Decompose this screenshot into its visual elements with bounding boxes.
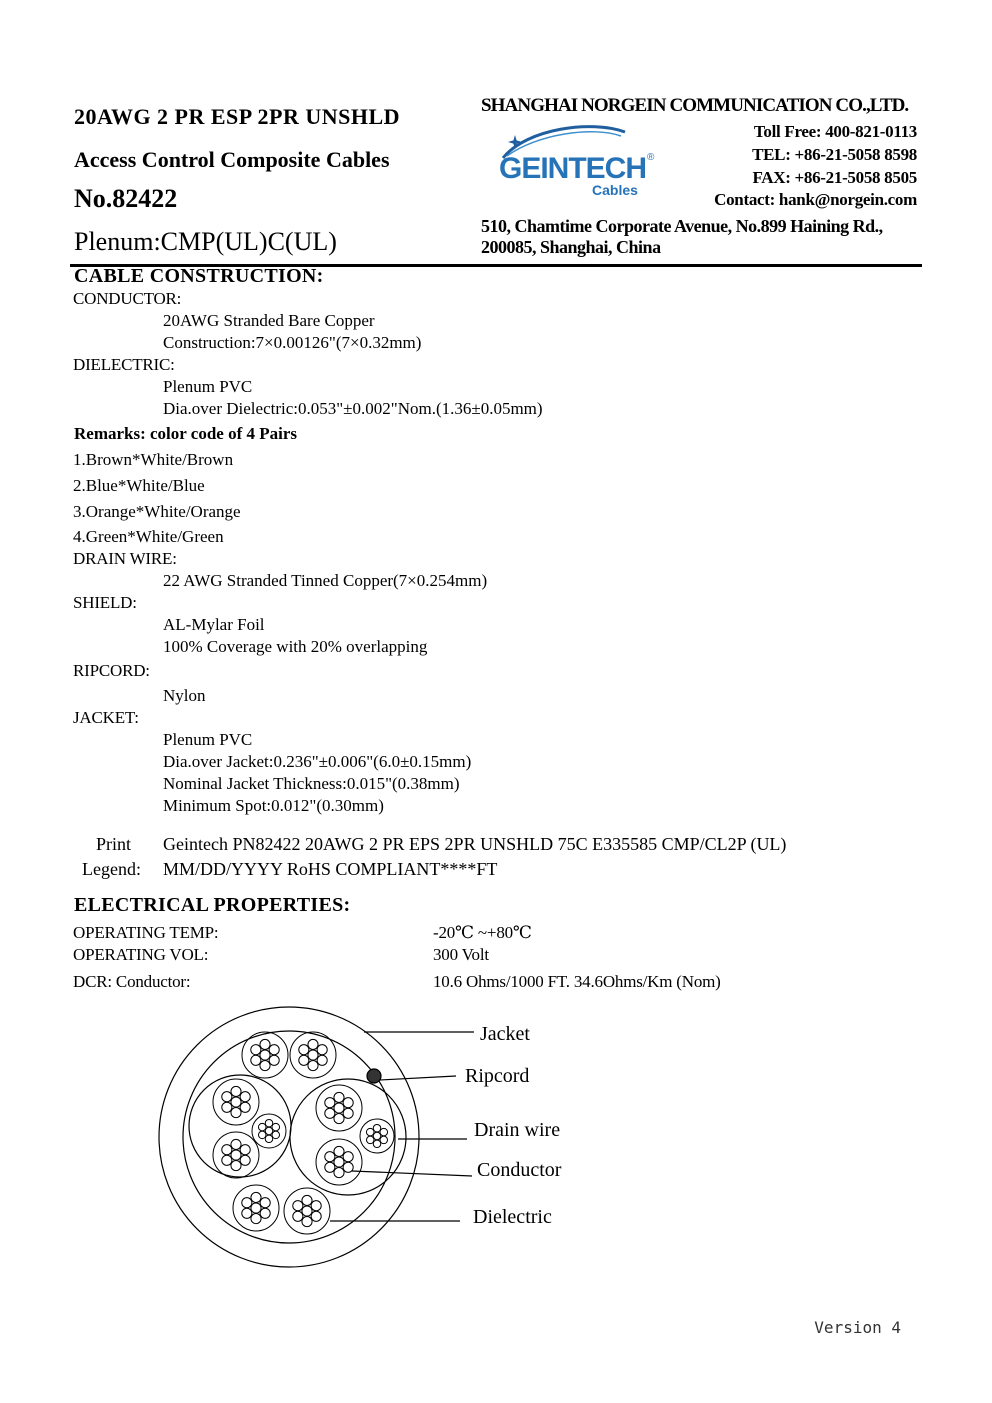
construction-heading: CABLE CONSTRUCTION:: [74, 265, 324, 287]
conductor-8-strand-1: [302, 1206, 312, 1216]
company-name: SHANGHAI NORGEIN COMMUNICATION CO.,LTD.: [481, 95, 909, 116]
conductor-1-insulation: [242, 1032, 288, 1078]
ripcord-material: Nylon: [163, 686, 206, 705]
conductor-2-strand-3: [308, 1061, 318, 1071]
plenum-rating: Plenum:CMP(UL)C(UL): [74, 227, 337, 256]
electrical-heading: ELECTRICAL PROPERTIES:: [74, 894, 351, 916]
conductor-2-strand-6: [308, 1039, 318, 1049]
conductor-8-strand-5: [293, 1201, 303, 1211]
conductor-4-strand-7: [240, 1145, 250, 1155]
drain-wire-right-strand-6: [373, 1124, 380, 1131]
cable-subtitle: Access Control Composite Cables: [74, 147, 390, 172]
conductor-7-strand-1: [251, 1203, 261, 1213]
address-line-1: 510, Chamtime Corporate Avenue, No.899 Haining Rd.,: [481, 216, 883, 236]
logo-wordmark: GEINTECH: [499, 152, 647, 185]
jacket-outer-ring: [159, 1007, 419, 1267]
callout-dielectric: Dielectric: [473, 1206, 552, 1228]
drain-wire-right-strand-3: [373, 1140, 380, 1147]
shield-material: AL-Mylar Foil: [163, 615, 265, 634]
conductor-3-insulation: [213, 1079, 259, 1125]
callout-conductor: Conductor: [477, 1159, 562, 1181]
drain-wire-label: DRAIN WIRE:: [73, 549, 177, 568]
conductor-5-strand-2: [343, 1108, 353, 1118]
print-legend-label-2: Legend:: [82, 859, 141, 879]
conductor-5-strand-1: [334, 1103, 344, 1113]
conductor-construction: Construction:7×0.00126"(7×0.32mm): [163, 333, 422, 352]
pair-color-3: 3.Orange*White/Orange: [73, 502, 241, 521]
conductor-5-strand-6: [334, 1092, 344, 1102]
toll-free: Toll Free: 400-821-0113: [753, 122, 917, 141]
conductor-2-strand-2: [317, 1055, 327, 1065]
jacket-material: Plenum PVC: [163, 730, 253, 749]
operating-temp-value: -20℃ ~+80℃: [433, 923, 532, 942]
conductor-8-strand-6: [302, 1195, 312, 1205]
operating-vol-label: OPERATING VOL:: [73, 945, 209, 964]
conductor-7-strand-5: [242, 1198, 252, 1208]
conductor-6-strand-7: [343, 1152, 353, 1162]
drain-wire-left-strand-5: [258, 1123, 265, 1130]
pair-color-1: 1.Brown*White/Brown: [73, 450, 234, 469]
conductor-2-strand-5: [299, 1045, 309, 1055]
drain-wire-left-strand-6: [265, 1119, 272, 1126]
drain-wire-right-insulation: [360, 1119, 394, 1153]
print-legend-label-1: Print: [96, 834, 132, 854]
conductor-3-strand-3: [231, 1108, 241, 1118]
conductor-7-insulation: [233, 1185, 279, 1231]
jacket-minimum-spot: Minimum Spot:0.012"(0.30mm): [163, 796, 384, 815]
conductor-1-strand-4: [251, 1055, 261, 1065]
fax: FAX: +86-21-5058 8505: [752, 168, 917, 187]
conductor-2-insulation: [290, 1032, 336, 1078]
conductor-2-strand-1: [308, 1050, 318, 1060]
conductor-7-strand-6: [251, 1192, 261, 1202]
conductor-6-strand-4: [325, 1162, 335, 1172]
conductor-8-strand-7: [311, 1201, 321, 1211]
conductor-4-strand-5: [222, 1145, 232, 1155]
contact-email: Contact: hank@norgein.com: [714, 190, 917, 209]
conductor-3-strand-6: [231, 1086, 241, 1096]
conductor-4-strand-6: [231, 1139, 241, 1149]
operating-vol-value: 300 Volt: [433, 945, 489, 964]
shield-coverage: 100% Coverage with 20% overlapping: [163, 637, 428, 656]
conductor-material: 20AWG Stranded Bare Copper: [163, 311, 375, 330]
conductor-callout-line: [352, 1171, 472, 1176]
conductor-label: CONDUCTOR:: [73, 289, 182, 308]
conductor-8-strand-2: [311, 1211, 321, 1221]
dielectric-material: Plenum PVC: [163, 377, 253, 396]
jacket-thickness: Nominal Jacket Thickness:0.015"(0.38mm): [163, 774, 460, 793]
pair-shield-left: [189, 1075, 291, 1177]
drain-wire-right-strand-4: [366, 1136, 373, 1143]
conductor-5-insulation: [316, 1085, 362, 1131]
ripcord-label: RIPCORD:: [73, 661, 150, 680]
conductor-3-strand-4: [222, 1102, 232, 1112]
cable-title: 20AWG 2 PR ESP 2PR UNSHLD: [74, 104, 401, 129]
conductor-1-strand-5: [251, 1045, 261, 1055]
remarks-heading: Remarks: color code of 4 Pairs: [74, 424, 297, 443]
conductor-3-strand-7: [240, 1092, 250, 1102]
conductor-1-strand-7: [269, 1045, 279, 1055]
jacket-diameter: Dia.over Jacket:0.236"±0.006"(6.0±0.15mm): [163, 752, 472, 771]
conductor-8-insulation: [284, 1188, 330, 1234]
callout-drain-wire: Drain wire: [474, 1119, 561, 1141]
drain-wire-right-strand-7: [380, 1128, 387, 1135]
callout-jacket: Jacket: [480, 1023, 530, 1045]
conductor-1-strand-1: [260, 1050, 270, 1060]
ripcord: [367, 1069, 381, 1083]
pair-color-4: 4.Green*White/Green: [73, 527, 224, 546]
conductor-7-strand-2: [260, 1208, 270, 1218]
logo-registered-mark: ®: [647, 152, 655, 163]
dielectric-diameter: Dia.over Dielectric:0.053"±0.002"Nom.(1.36±0.05mm): [163, 399, 543, 418]
print-legend-line-1: Geintech PN82422 20AWG 2 PR EPS 2PR UNSHLD 75C E335585 CMP/CL2P (UL): [163, 834, 787, 854]
drain-wire-spec: 22 AWG Stranded Tinned Copper(7×0.254mm): [163, 571, 488, 590]
drain-wire-right-strand-1: [373, 1132, 380, 1139]
conductor-5-strand-4: [325, 1108, 335, 1118]
telephone: TEL: +86-21-5058 8598: [752, 145, 917, 164]
drain-wire-left-strand-7: [272, 1123, 279, 1130]
conductor-3-strand-2: [240, 1102, 250, 1112]
conductor-4-insulation: [213, 1132, 259, 1178]
geintech-logo: [497, 122, 657, 200]
conductor-5-strand-3: [334, 1114, 344, 1124]
jacket-inner-ring: [183, 1031, 395, 1243]
logo-subtitle: Cables: [592, 182, 638, 198]
pair-color-2: 2.Blue*White/Blue: [73, 476, 205, 495]
version-label: Version 4: [814, 1318, 901, 1337]
dcr-value: 10.6 Ohms/1000 FT. 34.6Ohms/Km (Nom): [433, 972, 721, 991]
conductor-6-strand-2: [343, 1162, 353, 1172]
conductor-8-strand-4: [293, 1211, 303, 1221]
conductor-7-strand-3: [251, 1214, 261, 1224]
conductor-3-strand-5: [222, 1092, 232, 1102]
conductor-7-strand-7: [260, 1198, 270, 1208]
conductor-5-strand-5: [325, 1098, 335, 1108]
pair-shield-right: [290, 1079, 406, 1195]
drain-wire-left-insulation: [252, 1114, 286, 1148]
conductor-6-strand-5: [325, 1152, 335, 1162]
conductor-2-strand-4: [299, 1055, 309, 1065]
conductor-3-strand-1: [231, 1097, 241, 1107]
conductor-1-strand-2: [269, 1055, 279, 1065]
dielectric-label: DIELECTRIC:: [73, 355, 175, 374]
jacket-label: JACKET:: [73, 708, 139, 727]
address-line-2: 200085, Shanghai, China: [481, 237, 661, 257]
conductor-6-strand-3: [334, 1168, 344, 1178]
conductor-4-strand-3: [231, 1161, 241, 1171]
conductor-1-strand-3: [260, 1061, 270, 1071]
drain-wire-left-strand-2: [272, 1131, 279, 1138]
drain-wire-left-strand-1: [265, 1127, 272, 1134]
ripcord-callout-line: [380, 1076, 456, 1080]
drain-wire-right-strand-5: [366, 1128, 373, 1135]
drain-wire-right-strand-2: [380, 1136, 387, 1143]
conductor-7-strand-4: [242, 1208, 252, 1218]
drain-wire-left-strand-3: [265, 1135, 272, 1142]
conductor-6-strand-1: [334, 1157, 344, 1167]
conductor-5-strand-7: [343, 1098, 353, 1108]
conductor-6-strand-6: [334, 1146, 344, 1156]
print-legend-line-2: MM/DD/YYYY RoHS COMPLIANT****FT: [163, 859, 498, 879]
operating-temp-label: OPERATING TEMP:: [73, 923, 219, 942]
conductor-2-strand-7: [317, 1045, 327, 1055]
dcr-label: DCR: Conductor:: [73, 972, 191, 991]
conductor-8-strand-3: [302, 1217, 312, 1227]
conductor-4-strand-4: [222, 1155, 232, 1165]
conductor-4-strand-1: [231, 1150, 241, 1160]
conductor-4-strand-2: [240, 1155, 250, 1165]
callout-ripcord: Ripcord: [465, 1065, 530, 1087]
part-number: No.82422: [74, 184, 178, 213]
drain-wire-left-strand-4: [258, 1131, 265, 1138]
shield-label: SHIELD:: [73, 593, 137, 612]
conductor-1-strand-6: [260, 1039, 270, 1049]
conductor-6-insulation: [316, 1139, 362, 1185]
